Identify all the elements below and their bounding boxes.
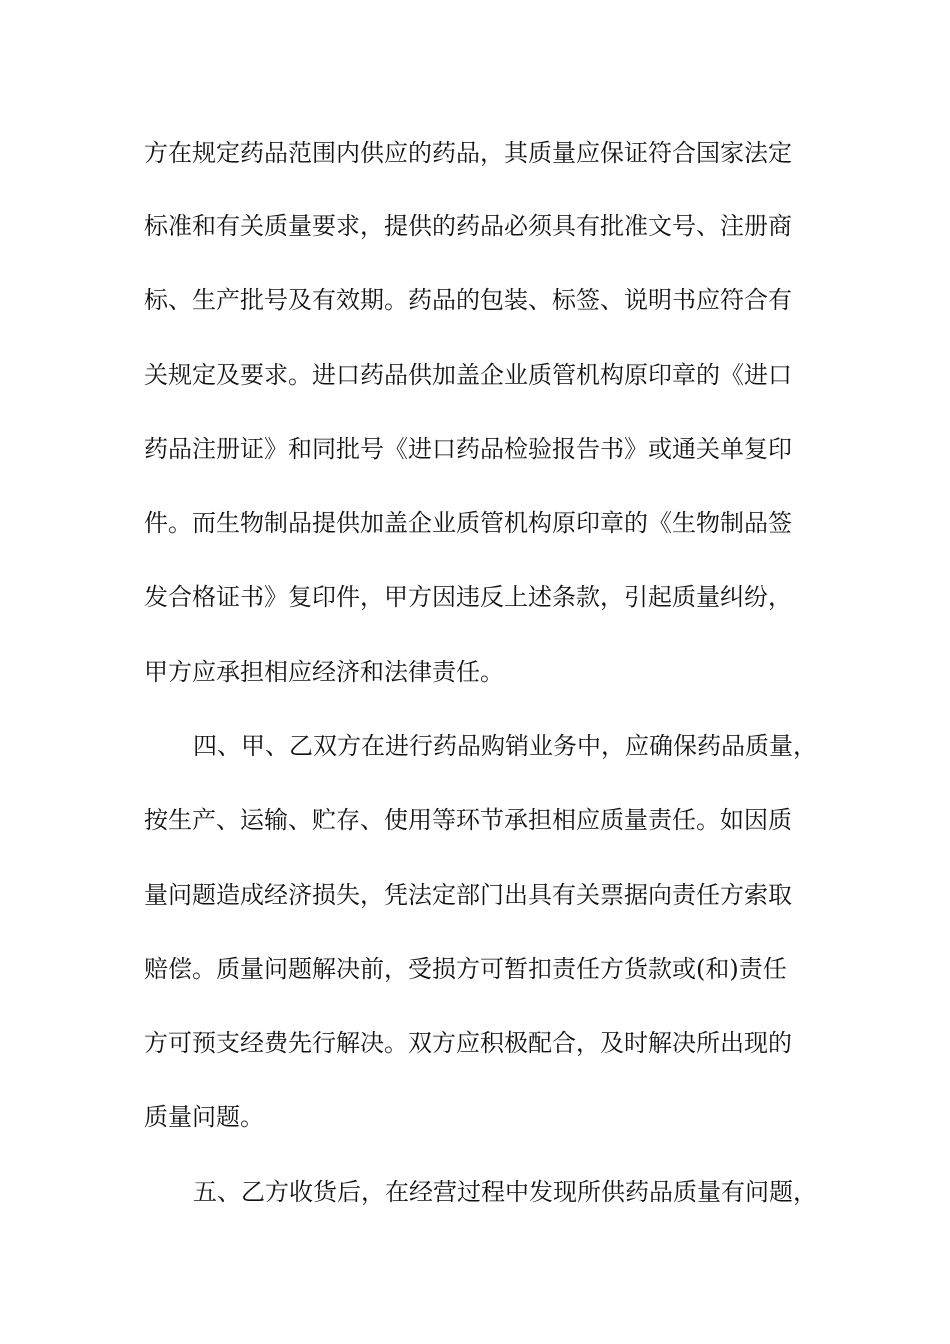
paragraph-start-line: 五、乙方收货后，在经营过程中发现所供药品质量有问题， — [193, 1178, 817, 1206]
paragraph-start-line: 四、甲、乙双方在进行药品购销业务中，应确保药品质量， — [193, 732, 817, 760]
text-line: 质量问题。 — [144, 1103, 264, 1131]
text-line: 发合格证书》复印件，甲方因违反上述条款，引起质量纠纷， — [144, 583, 792, 611]
text-line: 方可预支经费先行解决。双方应积极配合，及时解决所出现的 — [144, 1029, 792, 1057]
text-line: 药品注册证》和同批号《进口药品检验报告书》或通关单复印 — [144, 435, 792, 463]
text-line: 赔偿。质量问题解决前，受损方可暂扣责任方货款或(和)责任 — [144, 955, 787, 983]
text-line: 量问题造成经济损失，凭法定部门出具有关票据向责任方索取 — [144, 881, 792, 909]
text-line: 标、生产批号及有效期。药品的包装、标签、说明书应符合有 — [144, 286, 792, 314]
text-line: 方在规定药品范围内供应的药品，其质量应保证符合国家法定 — [144, 139, 792, 167]
text-line: 标准和有关质量要求，提供的药品必须具有批准文号、注册商 — [144, 212, 792, 240]
text-line: 件。而生物制品提供加盖企业质管机构原印章的《生物制品签 — [144, 509, 792, 537]
text-line: 甲方应承担相应经济和法律责任。 — [144, 658, 504, 686]
text-line: 关规定及要求。进口药品供加盖企业质管机构原印章的《进口 — [144, 361, 792, 389]
text-line: 按生产、运输、贮存、使用等环节承担相应质量责任。如因质 — [144, 806, 792, 834]
